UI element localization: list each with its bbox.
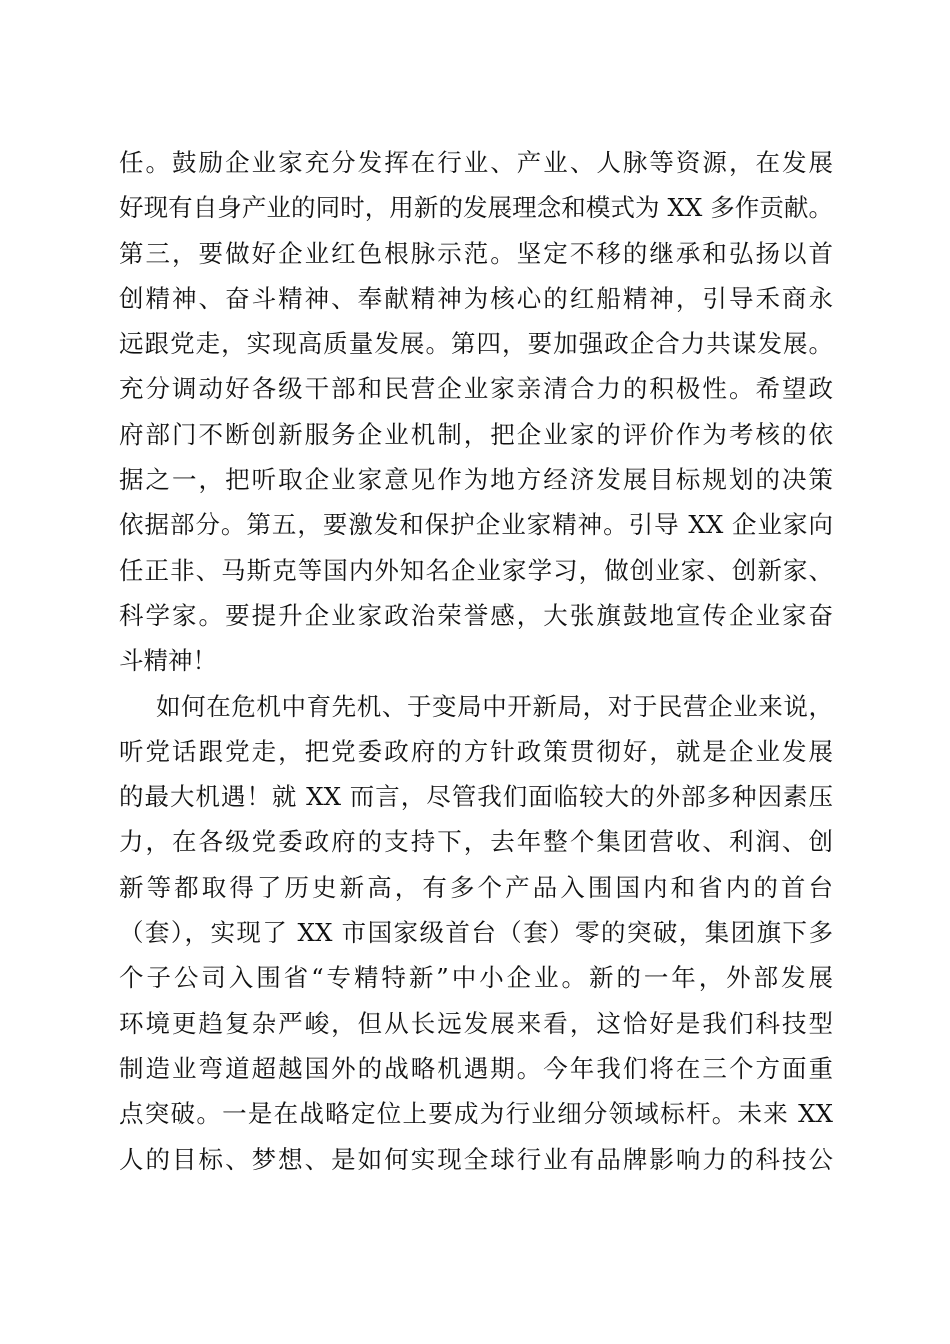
paragraph-line: 远跟党走，实现高质量发展。第四，要加强政企合力共谋发展。	[119, 329, 833, 359]
paragraph-2	[119, 684, 833, 1182]
paragraph-line: （套），实现了 XX 市国家级首台（套）零的突破，集团旗下多	[119, 918, 833, 948]
paragraph-1	[119, 140, 833, 684]
paragraph-line: 任。鼓励企业家充分发挥在行业、产业、人脉等资源，在发展	[119, 148, 833, 177]
paragraph-line: 新等都取得了历史新高，有多个产品入围国内和省内的首台	[119, 872, 833, 902]
paragraph-line: 第三，要做好企业红色根脉示范。坚定不移的继承和弘扬以首	[119, 238, 833, 268]
paragraph-line: 依据部分。第五，要激发和保护企业家精神。引导 XX 企业家向	[119, 510, 833, 540]
paragraph-line: 环境更趋复杂严峻，但从长远发展来看，这恰好是我们科技型	[119, 1008, 833, 1038]
paragraph-line: 好现有自身产业的同时，用新的发展理念和模式为 XX 多作贡献。	[119, 193, 833, 223]
paragraph-line: 创精神、奋斗精神、奉献精神为核心的红船精神，引导禾商永	[119, 283, 833, 313]
paragraph-line: 科学家。要提升企业家政治荣誉感，大张旗鼓地宣传企业家奋	[119, 600, 833, 630]
paragraph-line: 任正非、马斯克等国内外知名企业家学习，做创业家、创新家、	[119, 555, 833, 585]
paragraph-line: 听党话跟党走，把党委政府的方针政策贯彻好，就是企业发展	[119, 736, 833, 766]
paragraph-line: 府部门不断创新服务企业机制，把企业家的评价作为考核的依	[119, 419, 833, 449]
paragraph-line: 据之一，把听取企业家意见作为地方经济发展目标规划的决策	[119, 465, 833, 495]
paragraph-line: 的最大机遇！就 XX 而言，尽管我们面临较大的外部多种因素压	[119, 782, 833, 812]
paragraph-line: 力，在各级党委政府的支持下，去年整个集团营收、利润、创	[119, 827, 833, 857]
paragraph-line: 个子公司入围省“专精特新”中小企业。新的一年，外部发展	[119, 963, 833, 993]
paragraph-line: 充分调动好各级干部和民营企业家亲清合力的积极性。希望政	[119, 374, 833, 404]
paragraph-line: 如何在危机中育先机、于变局中开新局，对于民营企业来说，	[156, 691, 833, 721]
document-body	[119, 140, 833, 1182]
paragraph-line: 制造业弯道超越国外的战略机遇期。今年我们将在三个方面重	[119, 1053, 833, 1083]
paragraph-line: 斗精神！	[119, 646, 217, 676]
paragraph-line: 人的目标、梦想、是如何实现全球行业有品牌影响力的科技公	[119, 1144, 833, 1174]
paragraph-line: 点突破。一是在战略定位上要成为行业细分领域标杆。未来 XX	[119, 1099, 833, 1129]
